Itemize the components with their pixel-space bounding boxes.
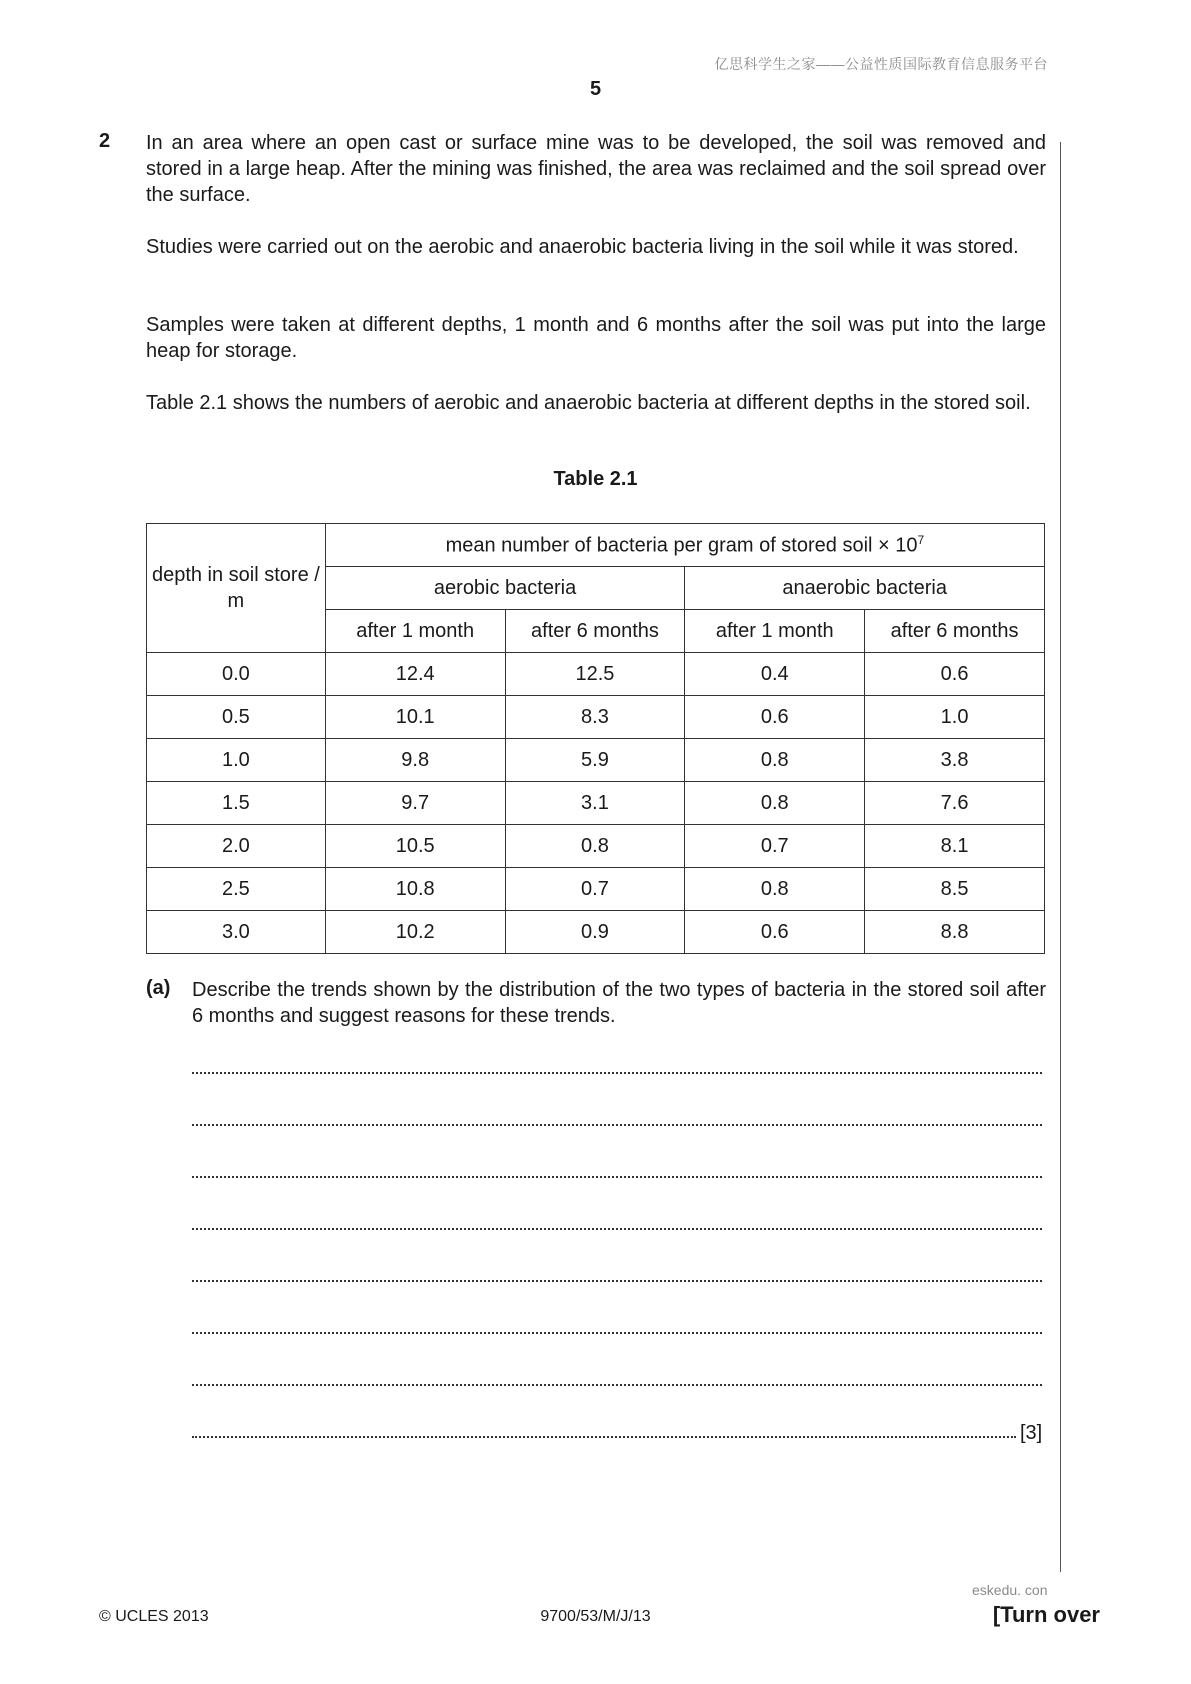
table-row <box>147 653 1045 696</box>
bacteria-table <box>146 523 1045 954</box>
cell-value: 1.0 <box>865 696 1045 739</box>
cell-value: 0.8 <box>685 739 865 782</box>
table-caption: Table 2.1 <box>553 468 638 490</box>
question-paragraph-2: Studies were carried out on the aerobic and anaerobic bacteria living in the soil while it was stored. <box>146 236 1019 258</box>
cell-value: 12.5 <box>505 653 685 696</box>
header-depth: depth in soil store / m <box>147 524 326 653</box>
cell-value: 8.1 <box>865 825 1045 868</box>
cell-depth: 2.5 <box>147 868 326 911</box>
header-anaerobic-after6: after 6 months <box>865 610 1045 653</box>
cell-value: 0.6 <box>865 653 1045 696</box>
footer-watermark: eskedu. con <box>972 1582 1048 1598</box>
table-row <box>147 911 1045 954</box>
header-main-text: mean number of bacteria per gram of stored soil × 10 <box>445 534 918 557</box>
cell-value: 5.9 <box>505 739 685 782</box>
cell-value: 0.4 <box>685 653 865 696</box>
question-paragraph-4: Table 2.1 shows the numbers of aerobic and anaerobic bacteria at different depths in the stored soil. <box>146 392 1031 414</box>
answer-line[interactable] <box>192 1280 1042 1282</box>
copyright: © UCLES 2013 <box>99 1608 209 1625</box>
header-anaerobic: anaerobic bacteria <box>685 567 1045 610</box>
question-paragraph-3: Samples were taken at different depths, 1 month and 6 months after the soil was put into the large heap for storage. <box>146 314 1046 362</box>
answer-line[interactable] <box>192 1384 1042 1386</box>
paper-code: 9700/53/M/J/13 <box>540 1608 651 1625</box>
cell-value: 0.6 <box>685 696 865 739</box>
cell-value: 0.8 <box>685 868 865 911</box>
cell-value: 7.6 <box>865 782 1045 825</box>
table-row <box>147 782 1045 825</box>
cell-depth: 1.0 <box>147 739 326 782</box>
cell-depth: 0.0 <box>147 653 326 696</box>
cell-value: 10.2 <box>325 911 505 954</box>
answer-line[interactable] <box>192 1072 1042 1074</box>
cell-value: 9.8 <box>325 739 505 782</box>
cell-value: 12.4 <box>325 653 505 696</box>
cell-value: 0.9 <box>505 911 685 954</box>
answer-line[interactable] <box>192 1332 1042 1334</box>
cell-depth: 2.0 <box>147 825 326 868</box>
table-row <box>147 825 1045 868</box>
header-main-exponent: 7 <box>917 532 925 547</box>
cell-value: 9.7 <box>325 782 505 825</box>
cell-value: 0.6 <box>685 911 865 954</box>
cell-value: 0.8 <box>685 782 865 825</box>
part-a-label: (a) <box>146 977 171 999</box>
header-aerobic-after1: after 1 month <box>325 610 505 653</box>
cell-depth: 3.0 <box>147 911 326 954</box>
cell-value: 3.1 <box>505 782 685 825</box>
turn-over: [Turn over <box>992 1602 1100 1627</box>
answer-line[interactable] <box>192 1124 1042 1126</box>
cell-value: 3.8 <box>865 739 1045 782</box>
cell-value: 0.7 <box>505 868 685 911</box>
cell-value: 10.5 <box>325 825 505 868</box>
answer-line[interactable] <box>192 1436 1016 1438</box>
cell-depth: 1.5 <box>147 782 326 825</box>
header-main <box>325 524 1044 567</box>
cell-value: 0.7 <box>685 825 865 868</box>
answer-line[interactable] <box>192 1176 1042 1178</box>
header-anaerobic-after1: after 1 month <box>685 610 865 653</box>
cell-depth: 0.5 <box>147 696 326 739</box>
table-row <box>147 696 1045 739</box>
table-row <box>147 739 1045 782</box>
cell-value: 8.5 <box>865 868 1045 911</box>
header-watermark: 亿思科学生之家——公益性质国际教育信息服务平台 <box>714 56 1048 72</box>
table-row <box>147 868 1045 911</box>
cell-value: 10.8 <box>325 868 505 911</box>
answer-line[interactable] <box>192 1228 1042 1230</box>
question-paragraph-1: In an area where an open cast or surface mine was to be developed, the soil was removed and stored in a large heap. After the mining was finished, the area was reclaimed and the soil spread over the surface. <box>146 132 1046 206</box>
margin-line <box>1060 142 1061 1572</box>
cell-value: 0.8 <box>505 825 685 868</box>
cell-value: 8.8 <box>865 911 1045 954</box>
header-aerobic: aerobic bacteria <box>325 567 685 610</box>
cell-value: 10.1 <box>325 696 505 739</box>
question-number: 2 <box>99 130 111 152</box>
part-a-question: Describe the trends shown by the distribution of the two types of bacteria in the stored soil after 6 months and suggest reasons for these trends. <box>192 979 1046 1027</box>
cell-value: 8.3 <box>505 696 685 739</box>
page-number: 5 <box>589 78 602 100</box>
marks-label: [3] <box>1020 1422 1043 1444</box>
header-aerobic-after6: after 6 months <box>505 610 685 653</box>
